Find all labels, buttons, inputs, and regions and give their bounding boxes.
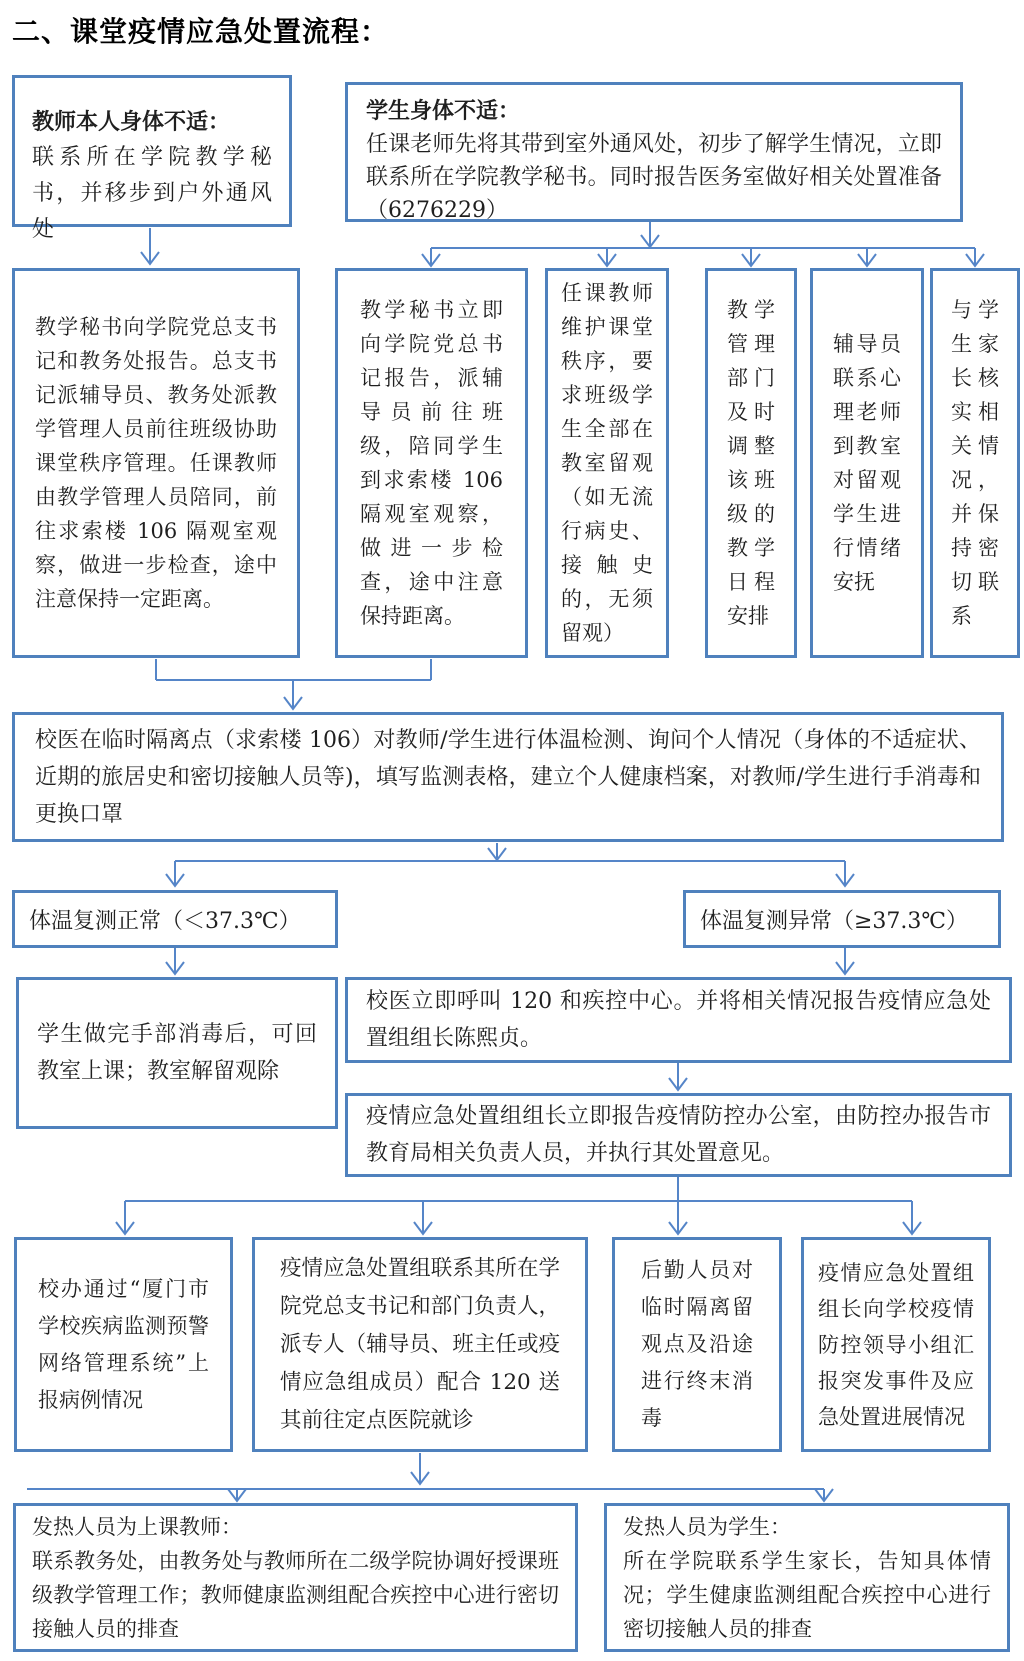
- box-report-prevention-office: 疫情应急处置组组长立即报告疫情防控办公室，由防控办报告市教育局相关负责人员，并执行其处置意见。: [345, 1093, 1012, 1177]
- box-heading: 发热人员为学生：: [623, 1515, 791, 1539]
- box-keep-classroom-order: 任课教师维护课堂秩序，要求班级学生全部在教室留观（如无流行病史、接触史的，无须留观）: [545, 268, 669, 658]
- box-back-to-class: 学生做完手部消毒后，可回教室上课；教室解留观除: [16, 977, 338, 1129]
- page-title: 二、课堂疫情应急处置流程：: [12, 15, 390, 48]
- arrow-student-fanout: [422, 222, 984, 266]
- box-fever-is-student: [604, 1503, 1010, 1652]
- box-teacher-unwell: [12, 75, 292, 242]
- box-report-case-system: 校办通过“厦门市学校疾病监测预警网络管理系统”上报病例情况: [14, 1237, 233, 1452]
- arrow-merge-to-doctor: [156, 659, 431, 709]
- box-heading: 发热人员为上课教师：: [32, 1515, 242, 1539]
- arrow-normal-to-back: [166, 948, 184, 974]
- box-temp-abnormal: 体温复测异常（≥37.3℃）: [683, 890, 1001, 948]
- box-escort-to-hospital: 疫情应急处置组联系其所在学院党总支书记和部门负责人，派专人（辅导员、班主任或疫情应急组成员）配合 120 送其前往定点医院就诊: [252, 1237, 588, 1452]
- arrow-doctor-split: [166, 843, 854, 886]
- arrow-report-fanout: [116, 1177, 921, 1234]
- box-counselor-comfort: 辅导员联系心理老师到教室对留观学生进行情绪安抚: [810, 268, 924, 658]
- arrow-escort-to-bottom: [27, 1453, 833, 1501]
- box-call-120: 校医立即呼叫 120 和疾控中心。并将相关情况报告疫情应急处置组组长陈熙贞。: [345, 977, 1012, 1063]
- box-body: 所在学院联系学生家长，告知具体情况；学生健康监测组配合疾控中心进行密切接触人员的排查: [623, 1549, 991, 1641]
- box-contact-parents: 与学生家长核实相关情况，并保持密切联系: [930, 268, 1020, 658]
- box-secretary-report-teacher: 教学秘书向学院党总支书记和教务处报告。总支书记派辅导员、教务处派教学管理人员前往班级协助课堂秩序管理。任课教师由教学管理人员陪同，前往求索楼 106 隔观室观察，做进一步检查，途中注意保持一定距离。: [12, 268, 300, 658]
- box-body: 任课老师先将其带到室外通风处，初步了解学生情况，立即联系所在学院教学秘书。同时报告医务室做好相关处置准备（6276229）: [366, 132, 942, 223]
- box-body: 联系所在学院教学秘书，并移步到户外通风处: [32, 145, 272, 242]
- box-temp-normal: 体温复测正常（＜37.3℃）: [12, 890, 338, 948]
- box-heading: 教师本人身体不适：: [32, 109, 231, 135]
- box-body: 联系教务处，由教务处与教师所在二级学院协调好授课班级教学管理工作；教师健康监测组配合疾控中心进行密切接触人员的排查: [32, 1549, 559, 1641]
- arrow-abnormal-to-call120: [836, 948, 854, 974]
- box-doctor-temperature-check: 校医在临时隔离点（求索楼 106）对教师/学生进行体温检测、询问个人情况（身体的不适症状、近期的旅居史和密切接触人员等)，填写监测表格，建立个人健康档案，对教师/学生进行手消毒和更换口罩: [12, 712, 1004, 842]
- box-adjust-schedule: 教学管理部门及时调整该班级的教学日程安排: [705, 268, 797, 658]
- box-report-progress: 疫情应急处置组组长向学校疫情防控领导小组汇报突发事件及应急处置进展情况: [801, 1237, 991, 1452]
- box-terminal-disinfection: 后勤人员对临时隔离留观点及沿途进行终末消毒: [612, 1237, 782, 1452]
- box-student-unwell: [345, 82, 963, 222]
- arrow-call120-to-report: [669, 1063, 687, 1090]
- box-heading: 学生身体不适：: [366, 98, 521, 124]
- box-secretary-report-student: 教学秘书立即向学院党总书记报告，派辅导员前往班级，陪同学生到求索楼 106 隔观室观察，做进一步检查，途中注意保持距离。: [335, 268, 528, 658]
- box-fever-is-teacher: [13, 1503, 578, 1652]
